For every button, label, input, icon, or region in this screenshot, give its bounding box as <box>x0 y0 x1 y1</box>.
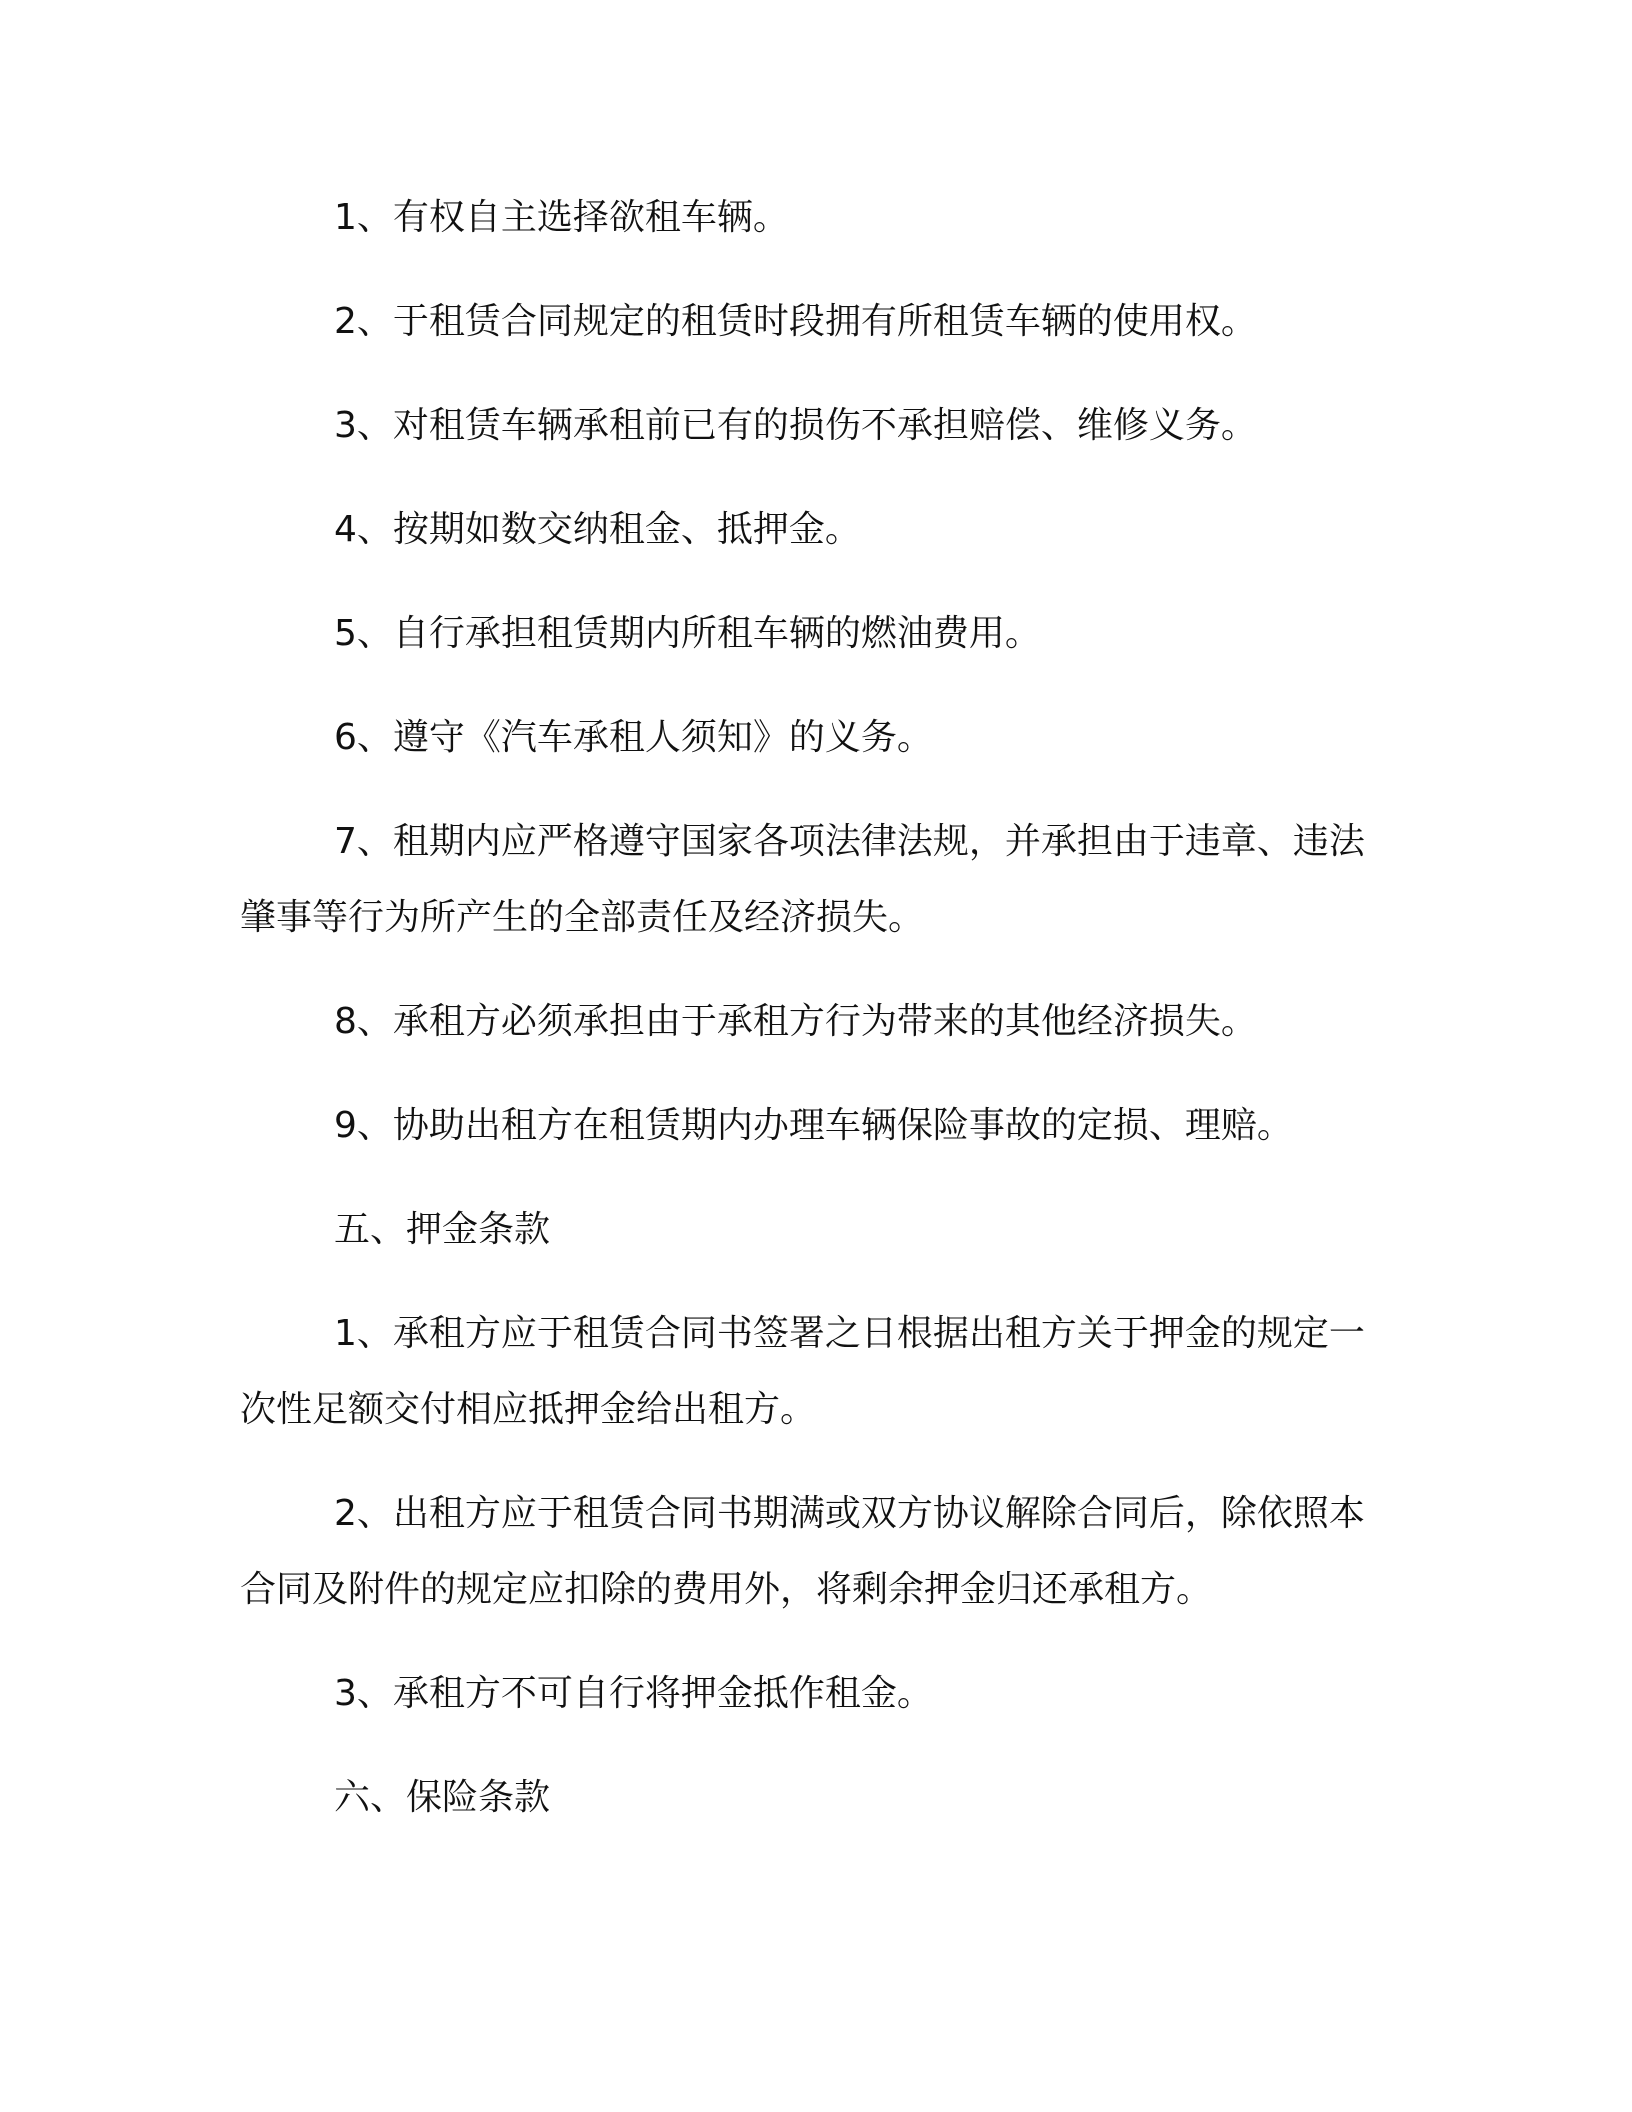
paragraph-renter-duty-9: 9、协助出租方在租赁期内办理车辆保险事故的定损、理赔。 <box>334 1105 1293 1146</box>
paragraph-renter-duty-7: 7、租期内应严格遵守国家各项法律法规，并承担由于违章、违法肇事等行为所产生的全部责任及经济损失。 <box>240 821 1365 938</box>
document-body <box>240 180 1370 1864</box>
section-heading-insurance: 六、保险条款 <box>334 1777 551 1818</box>
paragraph-renter-right-3: 3、对租赁车辆承租前已有的损伤不承担赔偿、维修义务。 <box>334 405 1257 446</box>
paragraph-renter-duty-8: 8、承租方必须承担由于承租方行为带来的其他经济损失。 <box>334 1001 1257 1042</box>
section-heading-deposit: 五、押金条款 <box>334 1209 551 1250</box>
paragraph-deposit-3: 3、承租方不可自行将押金抵作租金。 <box>334 1673 933 1714</box>
paragraph-renter-right-1: 1、有权自主选择欲租车辆。 <box>334 197 789 238</box>
paragraph-deposit-1: 1、承租方应于租赁合同书签署之日根据出租方关于押金的规定一次性足额交付相应抵押金给出租方。 <box>240 1313 1365 1430</box>
paragraph-renter-duty-6: 6、遵守《汽车承租人须知》的义务。 <box>334 717 933 758</box>
paragraph-deposit-2: 2、出租方应于租赁合同书期满或双方协议解除合同后，除依照本合同及附件的规定应扣除的费用外，将剩余押金归还承租方。 <box>240 1493 1365 1610</box>
paragraph-renter-duty-5: 5、自行承担租赁期内所租车辆的燃油费用。 <box>334 613 1041 654</box>
paragraph-renter-right-2: 2、于租赁合同规定的租赁时段拥有所租赁车辆的使用权。 <box>334 301 1257 342</box>
paragraph-renter-duty-4: 4、按期如数交纳租金、抵押金。 <box>334 509 861 550</box>
